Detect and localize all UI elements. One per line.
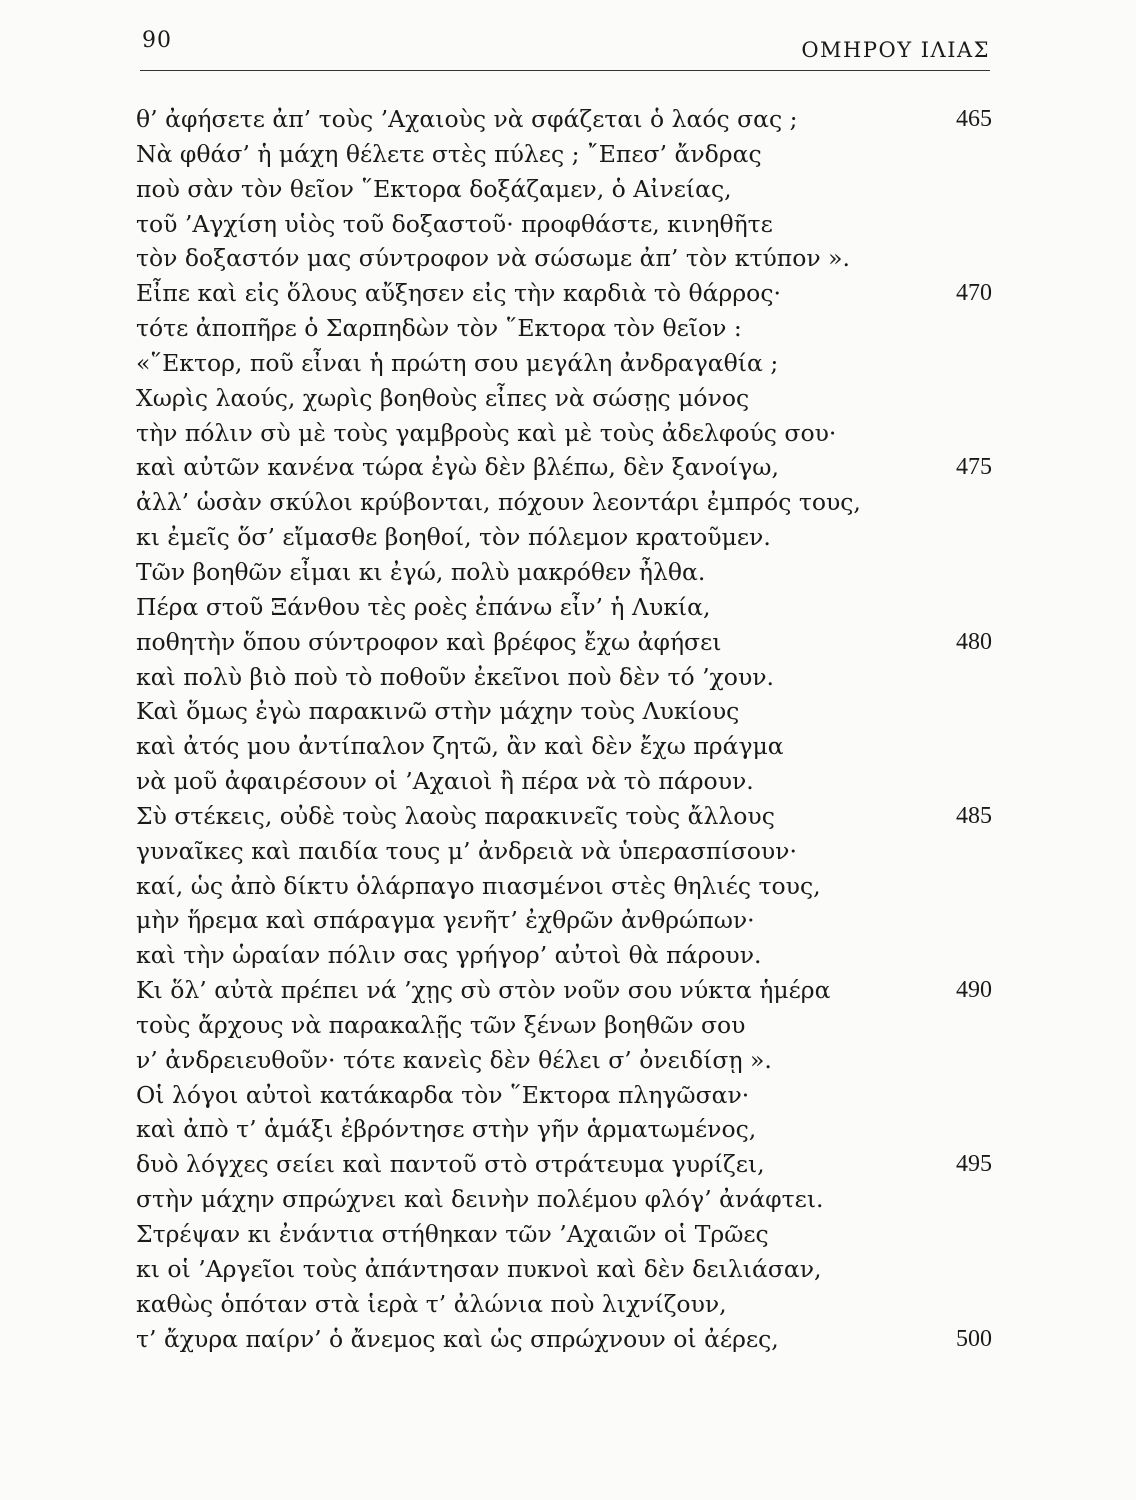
- header-rule: [140, 70, 990, 71]
- verse-line: [136, 520, 992, 555]
- verse-text: καὶ πολὺ βιὸ ποὺ τὸ ποθοῦν ἐκεῖνοι ποὺ δὲν τό ’χουν.: [136, 662, 774, 691]
- verse-text: κι οἱ ’Αργεῖοι τοὺς ἀπάντησαν πυκνοὶ καὶ δὲν δειλιάσαν,: [136, 1254, 822, 1283]
- verse-line: [136, 1322, 992, 1357]
- verse-text: καὶ αὐτῶν κανένα τώρα ἐγὼ δὲν βλέπω, δὲν ξανοίγω,: [136, 453, 779, 482]
- verse-line: [136, 172, 992, 207]
- verse-line: [136, 346, 992, 381]
- verse-text: ποὺ σὰν τὸν θεῖον ῞Εκτορα δοξάζαμεν, ὁ Αἰνείας,: [136, 174, 732, 203]
- verse-block: [136, 102, 992, 1356]
- verse-line: [136, 207, 992, 242]
- verse-text: θ’ ἀφήσετε ἀπ’ τοὺς ’Αχαιοὺς νὰ σφάζεται ὁ λαός σας ;: [136, 105, 798, 133]
- verse-line: [136, 625, 992, 660]
- verse-text: καὶ τὴν ὡραίαν πόλιν σας γρήγορ’ αὐτοὶ θὰ πάρουν.: [136, 941, 762, 970]
- verse-text: κι ἐμεῖς ὅσ’ εἴμασθε βοηθοί, τὸν πόλεμον κρατοῦμεν.: [136, 523, 771, 552]
- line-number: 500: [956, 1325, 992, 1352]
- verse-line: [136, 416, 992, 451]
- line-number: 480: [956, 628, 992, 655]
- verse-line: [136, 799, 992, 834]
- verse-line: [136, 137, 992, 172]
- verse-text: Τῶν βοηθῶν εἶμαι κι ἐγώ, πολὺ μακρόθεν ἦλθα.: [136, 557, 706, 586]
- verse-line: [136, 241, 992, 276]
- line-number: 465: [956, 106, 992, 132]
- verse-line: [136, 276, 992, 311]
- verse-text: τότε ἀποπῆρε ὁ Σαρπηδὼν τὸν ῞Εκτορα τὸν θεῖον :: [136, 314, 742, 343]
- verse-line: [136, 1217, 992, 1252]
- verse-text: καθὼς ὁπόταν στὰ ἱερὰ τ’ ἀλώνια ποὺ λιχνίζουν,: [136, 1289, 727, 1318]
- verse-line: [136, 1147, 992, 1182]
- verse-line: [136, 590, 992, 625]
- verse-text: ἀλλ’ ὡσὰν σκύλοι κρύβονται, πόχουν λεοντάρι ἐμπρός τους,: [136, 488, 861, 517]
- verse-text: δυὸ λόγχες σείει καὶ παντοῦ στὸ στράτευμα γυρίζει,: [136, 1150, 765, 1179]
- verse-line: [136, 1112, 992, 1147]
- verse-line: [136, 1252, 992, 1287]
- verse-text: Εἶπε καὶ εἰς ὅλους αὔξησεν εἰς τὴν καρδιὰ τὸ θάρρος·: [136, 279, 781, 308]
- verse-text: νὰ μοῦ ἀφαιρέσουν οἱ ’Αχαιοὶ ἢ πέρα νὰ τὸ πάρουν.: [136, 767, 754, 796]
- verse-text: καί, ὡς ἀπὸ δίκτυ ὁλάρπαγο πιασμένοι στὲς θηλιές τους,: [136, 871, 821, 900]
- line-number: 470: [956, 280, 992, 307]
- verse-text: καὶ ἀπὸ τ’ ἁμάξι ἐβρόντησε στὴν γῆν ἁρματωμένος,: [136, 1115, 757, 1144]
- verse-line: [136, 903, 992, 938]
- page-number: 90: [142, 28, 172, 53]
- verse-line: [136, 694, 992, 729]
- verse-line: [136, 1182, 992, 1217]
- verse-text: καὶ ἀτός μου ἀντίπαλον ζητῶ, ἂν καὶ δὲν ἔχω πράγμα: [136, 732, 784, 761]
- verse-line: [136, 450, 992, 485]
- verse-text: Χωρὶς λαούς, χωρὶς βοηθοὺς εἶπες νὰ σώσῃς μόνος: [136, 383, 750, 412]
- verse-line: [136, 834, 992, 869]
- verse-line: [136, 311, 992, 346]
- line-number: 485: [956, 802, 992, 829]
- verse-text: ποθητὴν ὅπου σύντροφον καὶ βρέφος ἔχω ἀφήσει: [136, 627, 722, 656]
- line-number: 495: [956, 1151, 992, 1178]
- verse-line: [136, 102, 992, 137]
- verse-line: [136, 869, 992, 904]
- verse-line: [136, 938, 992, 973]
- verse-line: [136, 1287, 992, 1322]
- verse-text: Καὶ ὅμως ἐγὼ παρακινῶ στὴν μάχην τοὺς Λυκίους: [136, 697, 740, 726]
- verse-text: «῞Εκτορ, ποῦ εἶναι ἡ πρώτη σου μεγάλη ἀνδραγαθία ;: [136, 348, 779, 377]
- verse-text: τ’ ἄχυρα παίρν’ ὁ ἄνεμος καὶ ὡς σπρώχνουν οἱ ἀέρες,: [136, 1324, 779, 1353]
- verse-line: [136, 973, 992, 1008]
- verse-text: Κι ὅλ’ αὐτὰ πρέπει νά ’χῃς σὺ στὸν νοῦν σου νύκτα ἡμέρα: [136, 976, 831, 1005]
- running-head: ΟΜΗΡΟΥ ΙΛΙΑΣ: [801, 38, 990, 62]
- verse-text: Στρέψαν κι ἐνάντια στήθηκαν τῶν ’Αχαιῶν οἱ Τρῶες: [136, 1220, 769, 1248]
- verse-text: Σὺ στέκεις, οὐδὲ τοὺς λαοὺς παρακινεῖς τοὺς ἄλλους: [136, 801, 775, 830]
- verse-line: [136, 660, 992, 695]
- line-number: 475: [956, 454, 992, 481]
- verse-line: [136, 381, 992, 416]
- verse-line: [136, 1078, 992, 1113]
- verse-line: [136, 729, 992, 764]
- verse-text: τοῦ ’Αγχίση υἱὸς τοῦ δοξαστοῦ· προφθάστε, κινηθῆτε: [136, 209, 773, 238]
- verse-line: [136, 555, 992, 590]
- verse-text: γυναῖκες καὶ παιδία τους μ’ ἀνδρειὰ νὰ ὑπερασπίσουν·: [136, 836, 797, 865]
- verse-text: στὴν μάχην σπρώχνει καὶ δεινὴν πολέμου φλόγ’ ἀνάφτει.: [136, 1185, 824, 1214]
- verse-text: Πέρα στοῦ Ξάνθου τὲς ροὲς ἐπάνω εἶν’ ἡ Λυκία,: [136, 592, 711, 621]
- verse-line: [136, 1008, 992, 1043]
- verse-text: τοὺς ἄρχους νὰ παρακαλῇς τῶν ξένων βοηθῶν σου: [136, 1010, 746, 1039]
- verse-line: [136, 1043, 992, 1078]
- verse-text: Νὰ φθάσ’ ἡ μάχη θέλετε στὲς πύλες ; ῎Επεσ’ ἄνδρας: [136, 139, 762, 168]
- verse-text: Οἱ λόγοι αὐτοὶ κατάκαρδα τὸν ῞Εκτορα πληγῶσαν·: [136, 1080, 750, 1109]
- verse-line: [136, 485, 992, 520]
- verse-text: ν’ ἀνδρειευθοῦν· τότε κανεὶς δὲν θέλει σ’ ὀνειδίσῃ ».: [136, 1045, 772, 1074]
- verse-text: τὴν πόλιν σὺ μὲ τοὺς γαμβροὺς καὶ μὲ τοὺς ἀδελφούς σου·: [136, 418, 837, 447]
- verse-text: τὸν δοξαστόν μας σύντροφον νὰ σώσωμε ἀπ’ τὸν κτύπον ».: [136, 244, 850, 273]
- verse-text: μὴν ἥρεμα καὶ σπάραγμα γενῆτ’ ἐχθρῶν ἀνθρώπων·: [136, 906, 755, 935]
- verse-line: [136, 764, 992, 799]
- line-number: 490: [956, 977, 992, 1004]
